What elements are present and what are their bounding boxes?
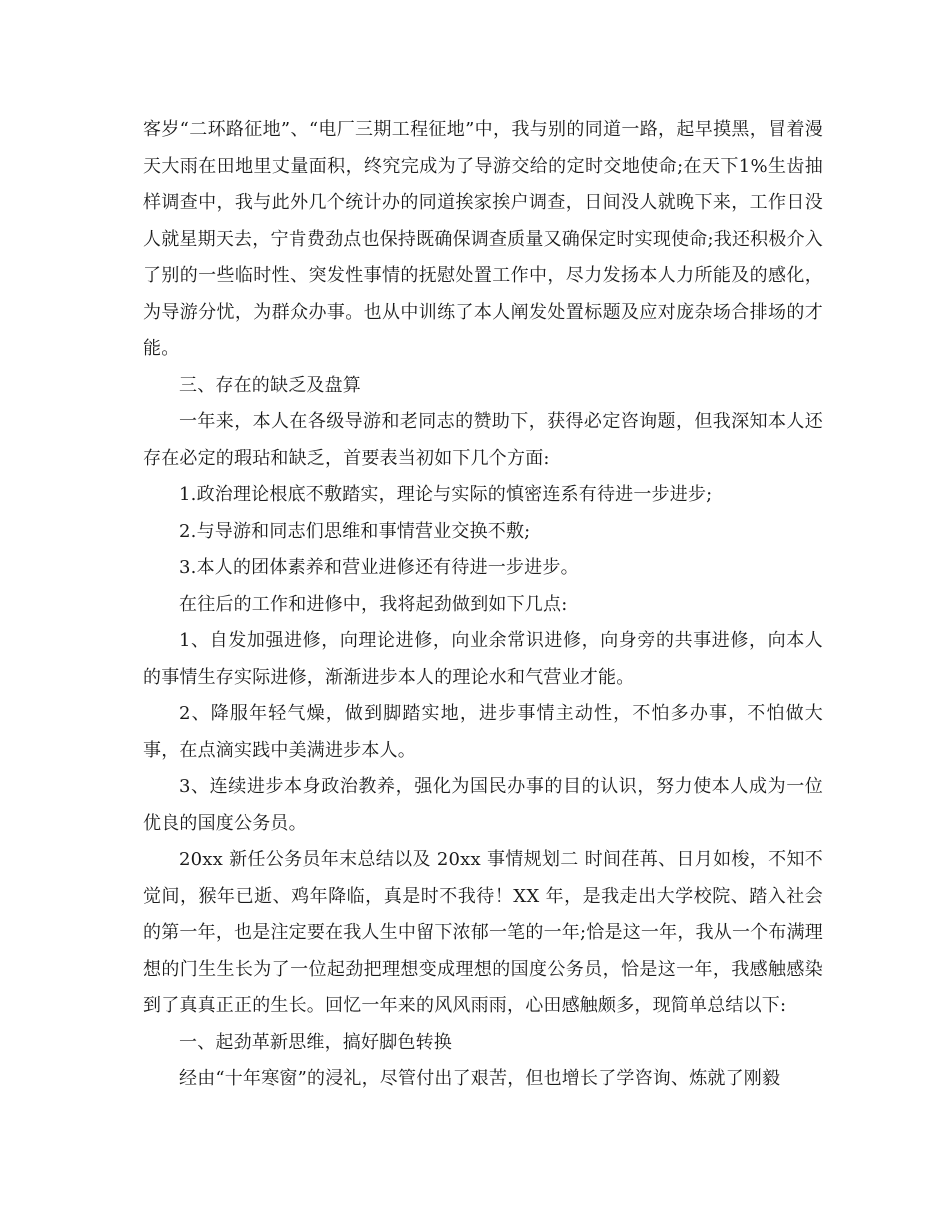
- paragraph-2: 一年来，本人在各级导游和老同志的赞助下，获得必定咨询题，但我深知本人还存在必定的瑕玷和缺乏，首要表当初如下几个方面:: [143, 411, 823, 469]
- plan-item-1: 1、自发加强进修，向理论进修，向业余常识进修，向身旁的共事进修，向本人的事情生存实际进修，渐渐进步本人的理论水和气营业才能。: [143, 630, 823, 688]
- paragraph-1: 客岁“二环路征地”、“电厂三期工程征地”中，我与别的同道一路，起早摸黑，冒着漫天大雨在田地里丈量面积，终究完成为了导游交给的定时交地使命;在天下1%生齿抽样调查中，我与此外几个统计办的同道挨家挨户调查，日间没人就晚下来，工作日没人就星期天去，宁肯费劲点也保持既确保调查质量又确保定时实现使命;我还积极介入了别的一些临时性、突发性事情的抚慰处置工作中，尽力发扬本人力所能及的感化，为导游分忧，为群众办事。也从中训练了本人阐发处置标题及应对庞杂场合排场的才能。: [143, 119, 823, 359]
- document-body: [143, 112, 823, 1098]
- plan-item-2: 2、降服年轻气燥，做到脚踏实地，进步事情主动性，不怕多办事，不怕做大事，在点滴实践中美满进步本人。: [143, 703, 823, 761]
- list-item-3: 3.本人的团体素养和营业进修还有待进一步进步。: [179, 557, 579, 578]
- paragraph-3: 在往后的工作和进修中，我将起劲做到如下几点:: [179, 593, 568, 615]
- section-heading-1: 一、起劲革新思维，搞好脚色转换: [179, 1031, 452, 1053]
- paragraph-5: 经由“十年寒窗”的浸礼，尽管付出了艰苦，但也增长了学咨询、炼就了刚毅: [179, 1068, 781, 1089]
- plan-item-3: 3、连续进步本身政治教养，强化为国民办事的目的认识，努力使本人成为一位优良的国度公务员。: [143, 776, 823, 834]
- paragraph-4: 20xx 新任公务员年末总结以及 20xx 事情规划二 时间荏苒、日月如梭，不知不觉间，猴年已逝、鸡年降临，真是时不我待！XX 年，是我走出大学校院、踏入社会的第一年，也是注定要在我人生中留下浓郁一笔的一年;恰是这一年，我从一个布满理想的门生生长为了一位起劲把理想变成理想的国度公务员，恰是这一年，我感触感染到了真真正正的生长。回忆一年来的风风雨雨，心田感触颇多，现简单总结以下:: [143, 849, 823, 1016]
- list-item-2: 2.与导游和同志们思维和事情营业交换不敷;: [179, 520, 531, 542]
- list-item-1: 1.政治理论根底不敷踏实，理论与实际的慎密连系有待进一步进步;: [179, 484, 713, 505]
- section-heading-3: 三、存在的缺乏及盘算: [179, 374, 361, 396]
